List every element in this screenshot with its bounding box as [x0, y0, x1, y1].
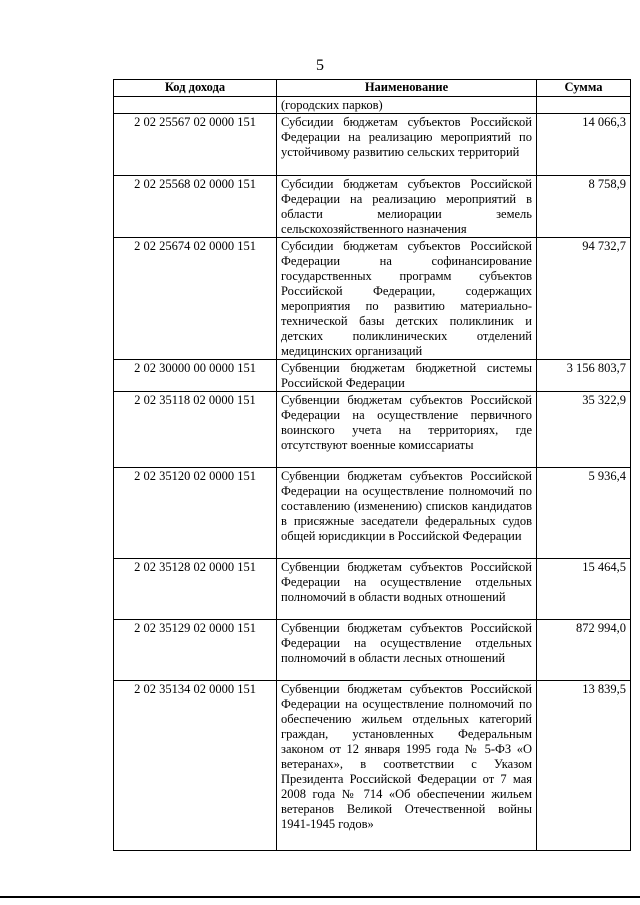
- income-sum: [537, 97, 631, 114]
- table-row: [114, 681, 631, 851]
- income-sum: 13 839,5: [537, 681, 631, 851]
- income-name: Субсидии бюджетам субъектов Российской Федерации на софинансирование государственных программ субъектов Российской Федерации, содержащих мероприятия по развитию материально-технической базы детских поликлиник и детских поликлинических отделений медицинских организаций: [277, 238, 537, 360]
- page-number: 5: [316, 57, 324, 74]
- table-row: [114, 114, 631, 176]
- income-code: 2 02 35128 02 0000 151: [114, 559, 277, 620]
- income-sum: 35 322,9: [537, 392, 631, 468]
- income-name: Субвенции бюджетам субъектов Российской Федерации на осуществление полномочий по обеспечению жильем отдельных категорий граждан, установленных Федеральным законом от 12 января 1995 года № 5-ФЗ «О ветеранах», в соответствии с Указом Президента Российской Федерации от 7 мая 2008 года № 714 «Об обеспечении жильем ветеранов Великой Отечественной войны 1941-1945 годов»: [277, 681, 537, 851]
- income-code: 2 02 35120 02 0000 151: [114, 468, 277, 559]
- page-bottom-edge: [0, 896, 640, 898]
- income-name: Субвенции бюджетам бюджетной системы Российской Федерации: [277, 360, 537, 392]
- income-code: 2 02 25568 02 0000 151: [114, 176, 277, 238]
- income-sum: 15 464,5: [537, 559, 631, 620]
- table-row: [114, 238, 631, 360]
- income-code: 2 02 25674 02 0000 151: [114, 238, 277, 360]
- income-code: 2 02 35118 02 0000 151: [114, 392, 277, 468]
- table-row: [114, 97, 631, 114]
- header-sum: Сумма: [537, 80, 631, 97]
- table-row: [114, 620, 631, 681]
- income-sum: 94 732,7: [537, 238, 631, 360]
- table-row: [114, 360, 631, 392]
- table-header-row: [114, 80, 631, 97]
- income-name: Субвенции бюджетам субъектов Российской Федерации на осуществление первичного воинского учета на территориях, где отсутствуют военные комиссариаты: [277, 392, 537, 468]
- income-name: Субсидии бюджетам субъектов Российской Федерации на реализацию мероприятий по устойчивому развитию сельских территорий: [277, 114, 537, 176]
- income-code: [114, 97, 277, 114]
- income-code: 2 02 25567 02 0000 151: [114, 114, 277, 176]
- table-row: [114, 468, 631, 559]
- table-row: [114, 392, 631, 468]
- table-row: [114, 176, 631, 238]
- income-sum: 5 936,4: [537, 468, 631, 559]
- income-name: Субвенции бюджетам субъектов Российской Федерации на осуществление отдельных полномочий в области водных отношений: [277, 559, 537, 620]
- income-code: 2 02 35129 02 0000 151: [114, 620, 277, 681]
- income-name: Субсидии бюджетам субъектов Российской Федерации на реализацию мероприятий в области мелиорации земель сельскохозяйственного назначения: [277, 176, 537, 238]
- income-sum: 8 758,9: [537, 176, 631, 238]
- income-sum: 872 994,0: [537, 620, 631, 681]
- income-sum: 3 156 803,7: [537, 360, 631, 392]
- header-name: Наименование: [277, 80, 537, 97]
- income-table: [113, 79, 631, 851]
- income-name: Субвенции бюджетам субъектов Российской Федерации на осуществление полномочий по составлению (изменению) списков кандидатов в присяжные заседатели федеральных судов общей юрисдикции в Российской Федерации: [277, 468, 537, 559]
- header-code: Код дохода: [114, 80, 277, 97]
- income-name: (городских парков): [277, 97, 537, 114]
- table-row: [114, 559, 631, 620]
- income-sum: 14 066,3: [537, 114, 631, 176]
- income-code: 2 02 30000 00 0000 151: [114, 360, 277, 392]
- income-code: 2 02 35134 02 0000 151: [114, 681, 277, 851]
- income-name: Субвенции бюджетам субъектов Российской Федерации на осуществление отдельных полномочий в области лесных отношений: [277, 620, 537, 681]
